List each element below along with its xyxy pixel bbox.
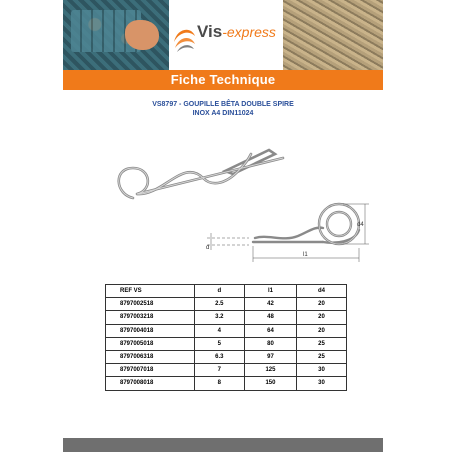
banner-fiche-technique: Fiche Technique: [63, 70, 383, 90]
cell-d: 5: [194, 337, 244, 350]
header: [63, 0, 383, 70]
cell-d: 4: [194, 324, 244, 337]
cell-d4: 30: [297, 377, 347, 390]
cell-ref: 8797007018: [106, 364, 195, 377]
cell-l1: 125: [244, 364, 296, 377]
cell-d4: 20: [297, 324, 347, 337]
table-row: [106, 337, 347, 350]
dim-d4-label: d4: [357, 222, 364, 228]
table-row: [106, 324, 347, 337]
cell-ref: 8797003218: [106, 311, 195, 324]
brand-logo: [171, 18, 281, 58]
cell-l1: 48: [244, 311, 296, 324]
table-row: [106, 364, 347, 377]
brand-name: Vis: [197, 22, 223, 41]
cell-d4: 30: [297, 364, 347, 377]
product-title-line2: INOX A4 DIN11024: [192, 110, 254, 117]
table-row: [106, 311, 347, 324]
table-row: [106, 350, 347, 363]
product-title-line1: VS8797 - GOUPILLE BÊTA DOUBLE SPIRE: [152, 101, 294, 108]
cell-l1: 80: [244, 337, 296, 350]
pin-side-view: [253, 204, 359, 244]
cell-d4: 20: [297, 311, 347, 324]
cell-d: 8: [194, 377, 244, 390]
cell-d4: 20: [297, 298, 347, 311]
header-d4: d4: [297, 285, 347, 298]
cell-l1: 64: [244, 324, 296, 337]
header-l1: l1: [244, 285, 296, 298]
cell-d4: 25: [297, 337, 347, 350]
dim-d-label: d: [206, 245, 210, 251]
cell-d: 3.2: [194, 311, 244, 324]
cell-ref: 8797005018: [106, 337, 195, 350]
table-row: [106, 377, 347, 390]
cell-l1: 97: [244, 350, 296, 363]
logo-text: [197, 22, 276, 42]
cell-ref: 8797002518: [106, 298, 195, 311]
cell-ref: 8797006318: [106, 350, 195, 363]
table-header-row: [106, 285, 347, 298]
footer-bar: [63, 438, 383, 452]
technical-drawing: [103, 138, 363, 270]
logo-swoosh-icon: [171, 18, 197, 58]
product-title: [63, 100, 383, 118]
header-ref-vs: REF VS: [106, 285, 195, 298]
header-d: d: [194, 285, 244, 298]
cell-d4: 25: [297, 350, 347, 363]
cell-d: 6.3: [194, 350, 244, 363]
dim-l1-label: l1: [303, 252, 308, 258]
table-row: [106, 298, 347, 311]
cell-ref: 8797004018: [106, 324, 195, 337]
hand-shape: [125, 20, 159, 50]
pin-side-highlight: [319, 204, 359, 244]
spec-table: [105, 284, 347, 391]
cell-d: 7: [194, 364, 244, 377]
brand-suffix: -express: [222, 24, 276, 40]
technical-sheet-page: [63, 0, 383, 452]
cell-d: 2.5: [194, 298, 244, 311]
cell-l1: 42: [244, 298, 296, 311]
screws-photo: [283, 0, 383, 70]
cell-l1: 150: [244, 377, 296, 390]
cell-ref: 8797008018: [106, 377, 195, 390]
tools-photo: [63, 0, 169, 70]
